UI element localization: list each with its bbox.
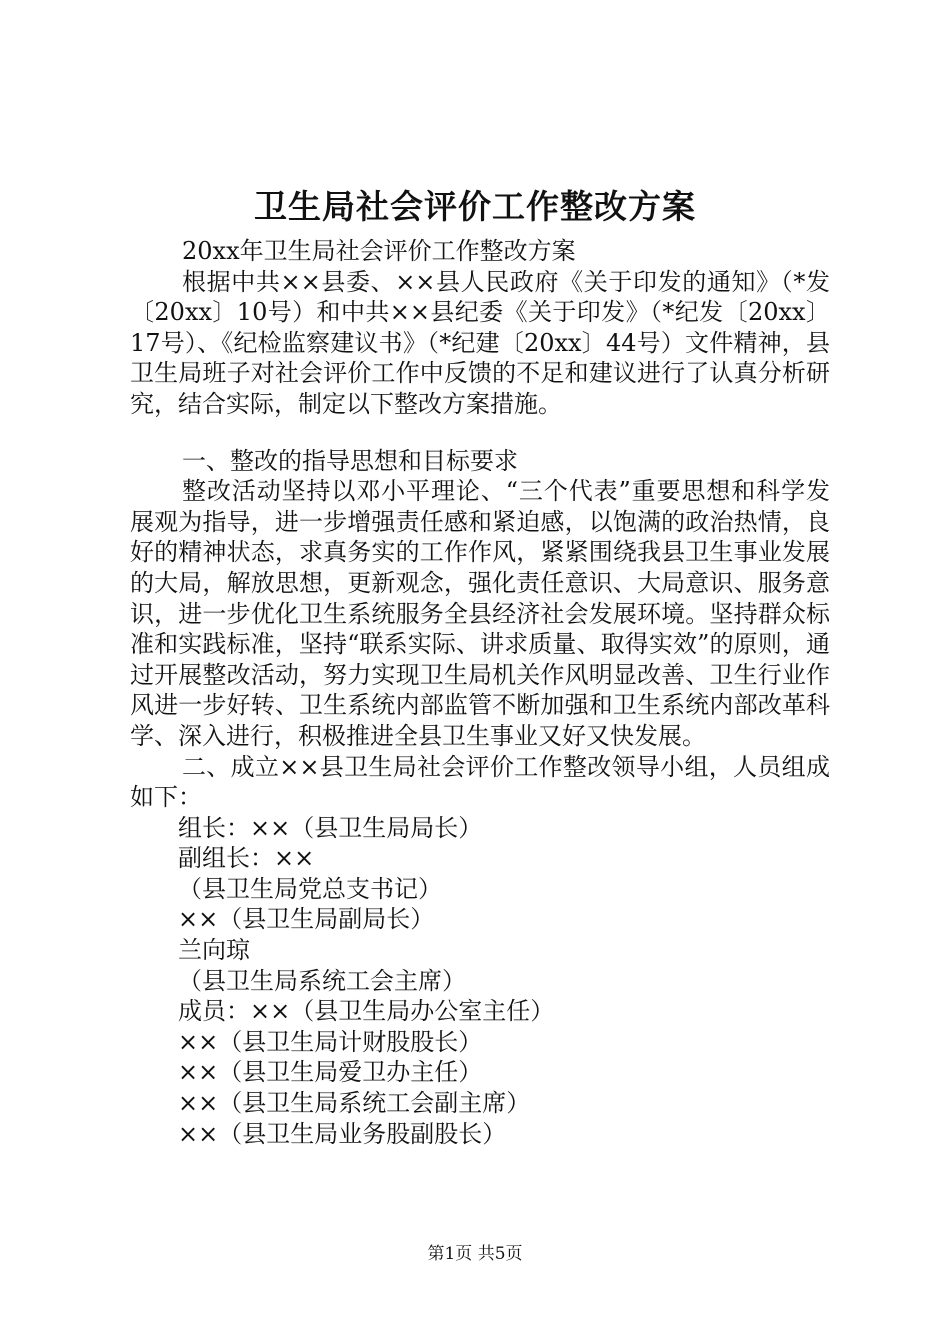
member-line: ××（县卫生局计财股股长）: [178, 1027, 483, 1056]
intro-paragraph: 根据中共××县委、××县人民政府《关于印发的通知》（*发〔20xx〕10号）和中共××县纪委《关于印发》（*纪发〔20xx〕17号）、《纪检监察建议书》（*纪建〔20xx〕44号）文件精神，县卫生局班子对社会评价工作中反馈的不足和建议进行了认真分析研究，结合实际，制定以下整改方案措施。: [130, 267, 830, 418]
section-2-heading: 二、成立××县卫生局社会评价工作整改领导小组，人员组成如下：: [130, 752, 830, 812]
member-line: 组长：××（县卫生局局长）: [178, 813, 483, 842]
section-1-heading: 一、整改的指导思想和目标要求: [182, 446, 518, 475]
member-line: 成员：××（县卫生局办公室主任）: [178, 997, 555, 1026]
member-list: [130, 813, 830, 1150]
member-line: ××（县卫生局业务股副股长）: [178, 1119, 507, 1148]
member-line: 副组长：××: [178, 844, 315, 873]
member-line: 兰向琼: [178, 936, 250, 965]
document-title: 卫生局社会评价工作整改方案: [254, 187, 696, 226]
paragraph-gap: [130, 420, 830, 446]
member-line: （县卫生局系统工会主席）: [178, 966, 466, 995]
member-line: ××（县卫生局副局长）: [178, 905, 435, 934]
document-body: [130, 236, 830, 1149]
document-subtitle: 20xx年卫生局社会评价工作整改方案: [182, 237, 576, 265]
page-number-footer: 第1页 共5页: [427, 1244, 523, 1264]
member-line: ××（县卫生局系统工会副主席）: [178, 1089, 531, 1118]
member-line: （县卫生局党总支书记）: [178, 874, 442, 903]
member-line: ××（县卫生局爱卫办主任）: [178, 1058, 483, 1087]
section-1-paragraph: 整改活动坚持以邓小平理论、“三个代表”重要思想和科学发展观为指导，进一步增强责任感和紧迫感，以饱满的政治热情，良好的精神状态，求真务实的工作作风，紧紧围绕我县卫生事业发展的大局，解放思想，更新观念，强化责任意识、大局意识、服务意识，进一步优化卫生系统服务全县经济社会发展环境。坚持群众标准和实践标准，坚持“联系实际、讲求质量、取得实效”的原则，通过开展整改活动，努力实现卫生局机关作风明显改善、卫生行业作风进一步好转、卫生系统内部监管不断加强和卫生系统内部改革科学、深入进行，积极推进全县卫生事业又好又快发展。: [130, 477, 830, 750]
